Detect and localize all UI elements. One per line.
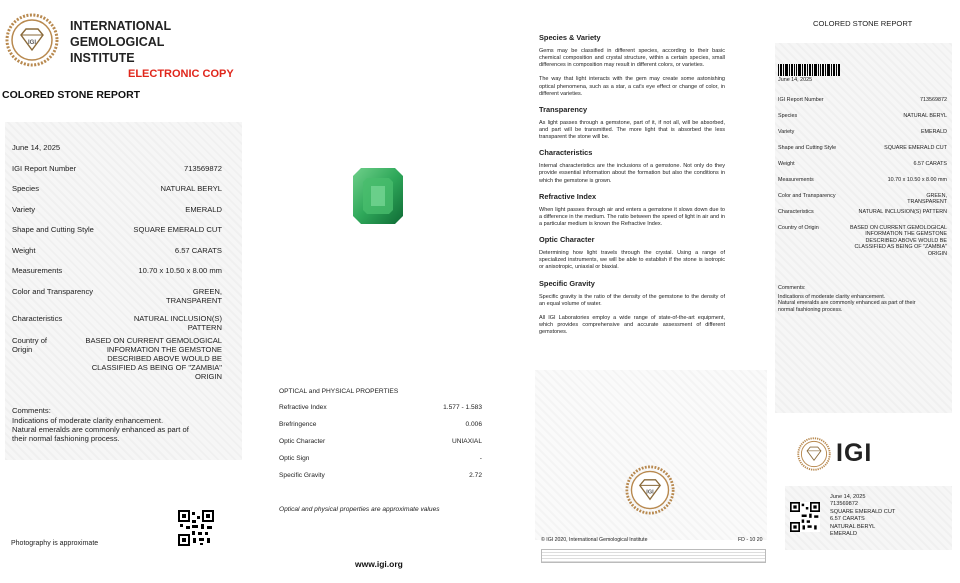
emerald-gem-icon [353,168,403,224]
igi-seal-icon [625,465,675,515]
id-card-line: EMERALD [830,531,858,538]
org-name-line: INTERNATIONAL [70,19,172,33]
info-paragraph: Determining how light travels through the crystal. Using a range of specialized instruments, we will be able to establish if the stone is isotropic or anisotropic, uniaxial or biaxial. [539,250,725,271]
igi-brand-text: IGI [836,439,873,467]
info-heading: Optic Character [539,235,595,245]
qr-code-icon [790,502,820,532]
org-name [70,18,171,66]
info-paragraph: Specific gravity is the ratio of the density of the gemstone to the density of an equal volume of water. [539,293,725,307]
info-section-specific-gravity [539,279,725,337]
svg-text:IGI: IGI [646,489,654,496]
info-paragraph: When light passes through air and enters a gemstone it slows down due to a difference in the medium. The ratio between the speed of light in air and in a particular medium is known the Refractive Index. [539,206,725,227]
id-card-lines [830,494,895,538]
barcode [778,63,840,75]
mini-date: June 14, 2025 [778,77,813,83]
mini-comments: Indications of moderate clarity enhancement. Natural emeralds are commonly enhanced as part of their normal fashioning process. [778,294,916,313]
qr-code-icon [178,510,214,546]
mini-report-panel [775,43,952,413]
info-paragraph: All IGI Laboratories employ a wide range of state-of-the-art equipment, which provides comprehensive and accurate assessment of different gemstones. [539,314,725,336]
optical-properties: OPTICAL and PHYSICAL PROPERTIES Refractive Index 1.577 - 1.583 Brefringence 0.006 Optic Character UNIAXIAL Optic Sign - Specific Gravity 2.72 Optical and physical properties are approximate values [279,388,482,513]
igi-seal-icon [5,13,59,67]
id-card-line: SQUARE EMERALD CUT [830,508,896,515]
fine-print-strip [541,549,766,563]
mini-comments-label: Comments: [778,285,806,291]
igi-seal-logo [5,13,59,67]
info-heading: Refractive Index [539,191,597,201]
org-name-line: GEMOLOGICAL [70,35,165,49]
report-fields: IGI Report Number 713569872 Species NATURAL BERYL Variety EMERALD Shape and Cutting Style SQUARE EMERALD CUT Weight 6.57 CARATS Measurements 10.70 x 10.50 x 8.00 mm Color and Transparency GREEN, TRANSPARENT Characteristics NATURAL INCLUSION(S) PATTERN Country of Origin BASED ON CURRENT GEMOLOGICAL INFORMATION THE GEMSTONE DESCRIBED ABOVE WOULD BE CLASSIFIED AS BEING OF "ZAMBIA" ORIGIN [12,164,222,381]
info-column [539,33,725,343]
info-paragraph: Internal characteristics are the inclusions of a gemstone. Not only do they provide essential information about the formation but also the conditions in which the gemstone is grown. [539,163,725,184]
id-card-line: 6.57 CARATS [830,516,865,523]
report-title: COLORED STONE REPORT [2,89,141,101]
info-paragraph: As light passes through a gemstone, part of it, if not all, will be absorbed, and part will be transmitted. The more light that is absorbed the less transparent the stone will be. [539,119,725,141]
info-heading: Transparency [539,104,588,114]
info-paragraph: The way that light interacts with the gem may create some astonishing optical phenomena, such as a star, a cat's eye effect or change of color, in different varieties. [539,76,725,97]
barcode-icon [778,64,840,76]
igi-seal-icon [797,437,831,471]
electronic-copy-label: ELECTRONIC COPY [128,68,234,80]
igi-brand-logo [797,437,887,473]
optical-title: OPTICAL and PHYSICAL PROPERTIES [279,388,399,395]
info-heading: Characteristics [539,148,593,158]
photography-note: Photography is approximate [11,540,99,547]
report-date: June 14, 2025 [12,143,61,152]
info-section-refractive-index [539,192,725,228]
info-section-transparency [539,105,725,141]
svg-text:IGI: IGI [27,40,37,46]
id-card-line: 713569872 [830,501,858,508]
mini-report-title: COLORED STONE REPORT [813,19,913,28]
info-section-species [539,33,725,98]
comments-label: Comments: [12,406,51,415]
report-details-panel [5,122,242,460]
info-section-optic-character [539,235,725,271]
org-name-line: INSTITUTE [70,51,135,65]
info-paragraph: Gems may be classified in different species, according to their basic chemical composition and crystal structure, within a certain species, small differences in composition may result in different colors, or varieties. [539,48,725,69]
id-card-line: June 14, 2025 [830,494,866,500]
website-link[interactable]: www.igi.org [355,559,403,569]
igi-seal-center [625,465,675,515]
comments-text: Indications of moderate clarity enhancement. Natural emeralds are commonly enhanced as part of their normal fashioning process. [12,416,189,444]
info-heading: Species & Variety [539,33,601,42]
copyright: © IGI 2020, International Gemological Institute [541,537,648,543]
info-section-characteristics [539,148,725,184]
info-heading: Specific Gravity [539,278,595,288]
qr-code [178,510,214,546]
emerald-photo [353,168,403,224]
id-card-line: NATURAL BERYL [830,523,876,530]
optical-note: Optical and physical properties are approximate values [279,506,440,513]
id-card [785,486,952,550]
mini-fields: IGI Report Number 713569872 Species NATURAL BERYL Variety EMERALD Shape and Cutting Style SQUARE EMERALD CUT Weight 6.57 CARATS Measurements 10.70 x 10.50 x 8.00 mm Color and Transparency GREEN, TRANSPARENT Characteristics NATURAL INCLUSION(S) PATTERN Country of Origin BASED ON CURRENT GEMOLOGICAL INFORMATION THE GEMSTONE DESCRIBED ABOVE WOULD BE CLASSIFIED AS BEING OF "ZAMBIA" ORIGIN [778,97,947,257]
id-card-qr [790,502,820,532]
form-code: FD - 10 20 [738,537,763,543]
